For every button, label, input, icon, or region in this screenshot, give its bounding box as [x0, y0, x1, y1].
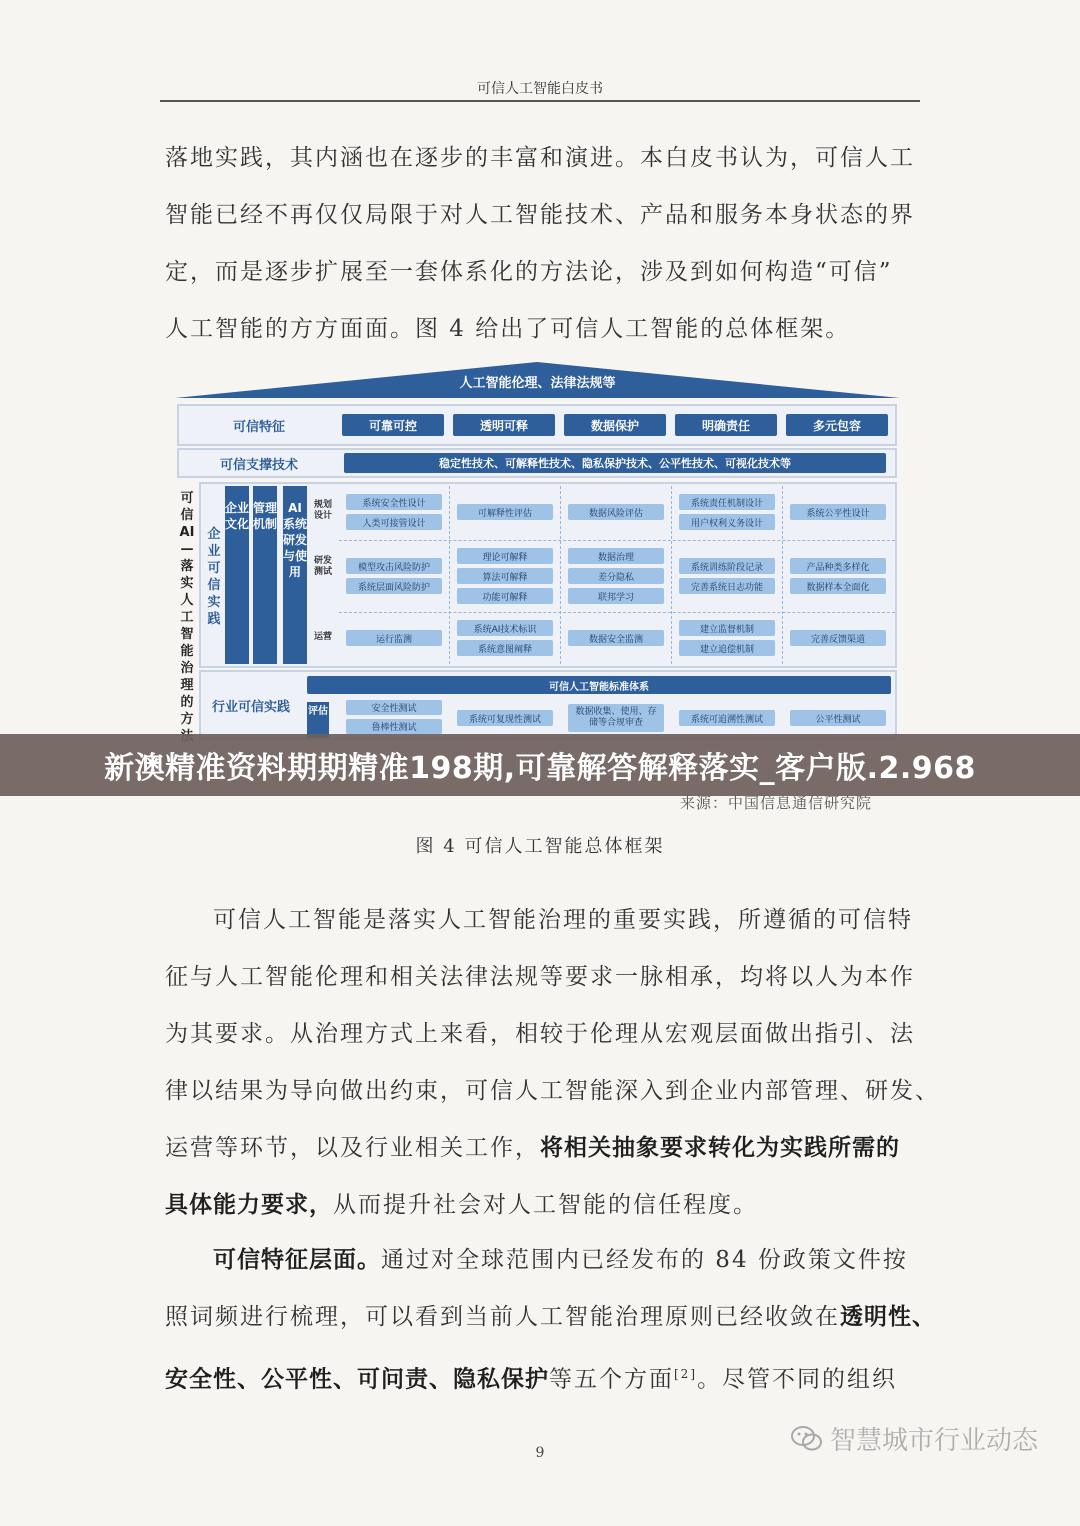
industry-block: [199, 670, 897, 740]
grid-cell: 鲁棒性测试: [346, 719, 442, 734]
paragraph-3: [165, 1232, 936, 1409]
mechanism-bar: 管理机制: [253, 486, 277, 664]
grid-cell: 模型攻击风险防护: [346, 558, 442, 574]
phase-label: 研发测试: [313, 556, 332, 577]
watermark: [790, 1420, 1038, 1457]
para2-line: [165, 1177, 920, 1234]
enterprise-block: [199, 482, 897, 668]
grid-row-separator: [339, 612, 895, 613]
enterprise-label: 企业可信实践: [207, 527, 221, 627]
section-lead: 可信特征层面。: [213, 1247, 381, 1273]
grid-cell: 系统层面风险防护: [346, 578, 442, 594]
para3-line: [165, 1346, 920, 1409]
support-tech-label: 可信支撑技术: [219, 457, 298, 473]
intro-paragraph: [165, 130, 920, 358]
grid-cell: 系统可复现性测试: [457, 710, 553, 726]
grid-cell: 系统可追溯性测试: [679, 710, 775, 726]
industry-label: 行业可信实践: [211, 699, 290, 715]
para2-line: [165, 1120, 920, 1177]
grid-cell: 数据收集、使用、存储等合规审查: [568, 704, 664, 732]
trust-features-label: 可信特征: [232, 419, 285, 435]
watermark-text: 智慧城市行业动态: [830, 1426, 1039, 1456]
para2-plain: 运营等环节，以及行业相关工作，: [165, 1135, 540, 1161]
grid-cell: 数据治理: [568, 548, 664, 564]
grid-cell: 建立监督机制: [679, 620, 775, 636]
grid-col-separator: [449, 486, 450, 664]
para3-emphasis: 安全性、公平性、可问责、隐私保护: [165, 1366, 549, 1393]
grid-cell: 系统安全性设计: [346, 494, 442, 510]
intro-line: 人工智能的方方面面。图 4 给出了可信人工智能的总体框架。: [165, 316, 851, 342]
grid-cell: 安全性测试: [346, 700, 442, 715]
para3-plain: 等五个方面: [549, 1366, 674, 1393]
grid-cell: 理论可解释: [457, 548, 553, 564]
trust-features-row: [177, 404, 897, 446]
grid-cell: 数据样本全面化: [790, 578, 886, 594]
para3-plain: 。尽管不同的组织: [697, 1366, 897, 1393]
page-number: 9: [535, 1445, 545, 1461]
grid-row-separator: [339, 540, 895, 541]
trust-feature-pill: 可靠可控: [342, 414, 444, 436]
para3-line: [165, 1289, 936, 1346]
grid-cell: 系统责任机制设计: [679, 494, 775, 510]
banner-text: 新澳精准资料期期精准198期,可靠解答解释落实_客户版.2.968: [104, 751, 976, 786]
para2-line: 为其要求。从治理方式上来看，相较于伦理从宏观层面做出指引、法: [165, 1021, 915, 1047]
grid-cell: 系统训练阶段记录: [679, 558, 775, 574]
grid-cell: 完善反馈渠道: [790, 630, 886, 646]
intro-line: 落地实践，其内涵也在逐步的丰富和演进。本白皮书认为，可信人工: [165, 145, 915, 171]
grid-cell: 功能可解释: [457, 588, 553, 604]
grid-cell: 可解释性评估: [457, 504, 553, 520]
para2-line: 可信人工智能是落实人工智能治理的重要实践，所遵循的可信特: [213, 907, 913, 933]
trust-feature-pill: 数据保护: [564, 414, 666, 436]
para2-emphasis: 将相关抽象要求转化为实践所需的: [540, 1135, 900, 1161]
grid-cell: 完善系统日志功能: [679, 578, 775, 594]
evaluation-bar: 评估: [307, 702, 329, 740]
header-rule: [160, 100, 920, 102]
overlay-banner: [0, 734, 1080, 796]
grid-col-separator: [671, 486, 672, 664]
support-tech-row: [177, 448, 897, 478]
grid-cell: 公平性测试: [790, 710, 886, 726]
grid-cell: 联邦学习: [568, 588, 664, 604]
para2-emphasis: 具体能力要求，: [165, 1192, 333, 1218]
grid-cell: 数据安全监测: [568, 630, 664, 646]
para2-line: 征与人工智能伦理和相关法律法规等要求一脉相承，均将以人为本作: [165, 964, 915, 990]
grid-cell: 用户权利义务设计: [679, 514, 775, 530]
grid-cell: 产品种类多样化: [790, 558, 886, 574]
paragraph-2: [165, 892, 940, 1234]
phase-label: 规划设计: [313, 500, 332, 521]
grid-cell: 差分隐私: [568, 568, 664, 584]
grid-cell: 数据风险评估: [568, 504, 664, 520]
phase-label: 运营: [313, 632, 332, 642]
lifecycle-bar: AI系统研发与使用: [283, 486, 307, 664]
grid-col-separator: [560, 486, 561, 664]
side-vertical-title: 可信AI—落实人工智能治理的方: [179, 491, 195, 727]
para2-plain: 从而提升社会对人工智能的信任程度。: [333, 1192, 758, 1218]
trust-feature-pill: 明确责任: [675, 414, 777, 436]
grid-cell: 人类可接管设计: [346, 514, 442, 530]
para2-line: 律以结果为导向做出约束，可信人工智能深入到企业内部管理、研发、: [165, 1078, 940, 1104]
figure-source: 来源：中国信息通信研究院: [680, 794, 873, 812]
intro-line: 智能已经不再仅仅局限于对人工智能技术、产品和服务本身状态的界: [165, 202, 915, 228]
culture-bar: 企业文化: [225, 486, 249, 664]
trust-feature-pill: 透明可释: [453, 414, 555, 436]
grid-col-separator: [782, 486, 783, 664]
para3-emphasis: 透明性、: [840, 1304, 936, 1330]
grid-cell: 系统公平性设计: [790, 504, 886, 520]
figure-caption: 图 4 可信人工智能总体框架: [415, 836, 665, 857]
framework-figure: [175, 360, 900, 740]
grid-cell: 建立追偿机制: [679, 640, 775, 656]
para3-plain: 照词频进行梳理，可以看到当前人工智能治理原则已经收敛在: [165, 1304, 840, 1330]
roof-title: 人工智能伦理、法律法规等: [459, 376, 616, 391]
grid-cell: 系统AI技术标识: [457, 620, 553, 636]
trust-feature-pill: 多元包容: [786, 414, 888, 436]
para3-plain: 通过对全球范围内已经发布的 84 份政策文件按: [381, 1247, 908, 1273]
wechat-icon: [790, 1425, 824, 1453]
reference-mark: [2]: [674, 1367, 697, 1381]
support-tech-pill: 稳定性技术、可解释性技术、隐私保护技术、公平性技术、可视化技术等: [344, 453, 886, 473]
grid-cell: 算法可解释: [457, 568, 553, 584]
grid-cell: 系统意图阐释: [457, 640, 553, 656]
para3-line: [165, 1232, 920, 1289]
intro-line: 定，而是逐步扩展至一套体系化的方法论，涉及到如何构造“可信”: [165, 259, 893, 285]
standard-system-bar: 可信人工智能标准体系: [307, 676, 891, 694]
grid-cell: 运行监测: [346, 630, 442, 646]
running-header: 可信人工智能白皮书: [477, 81, 603, 97]
